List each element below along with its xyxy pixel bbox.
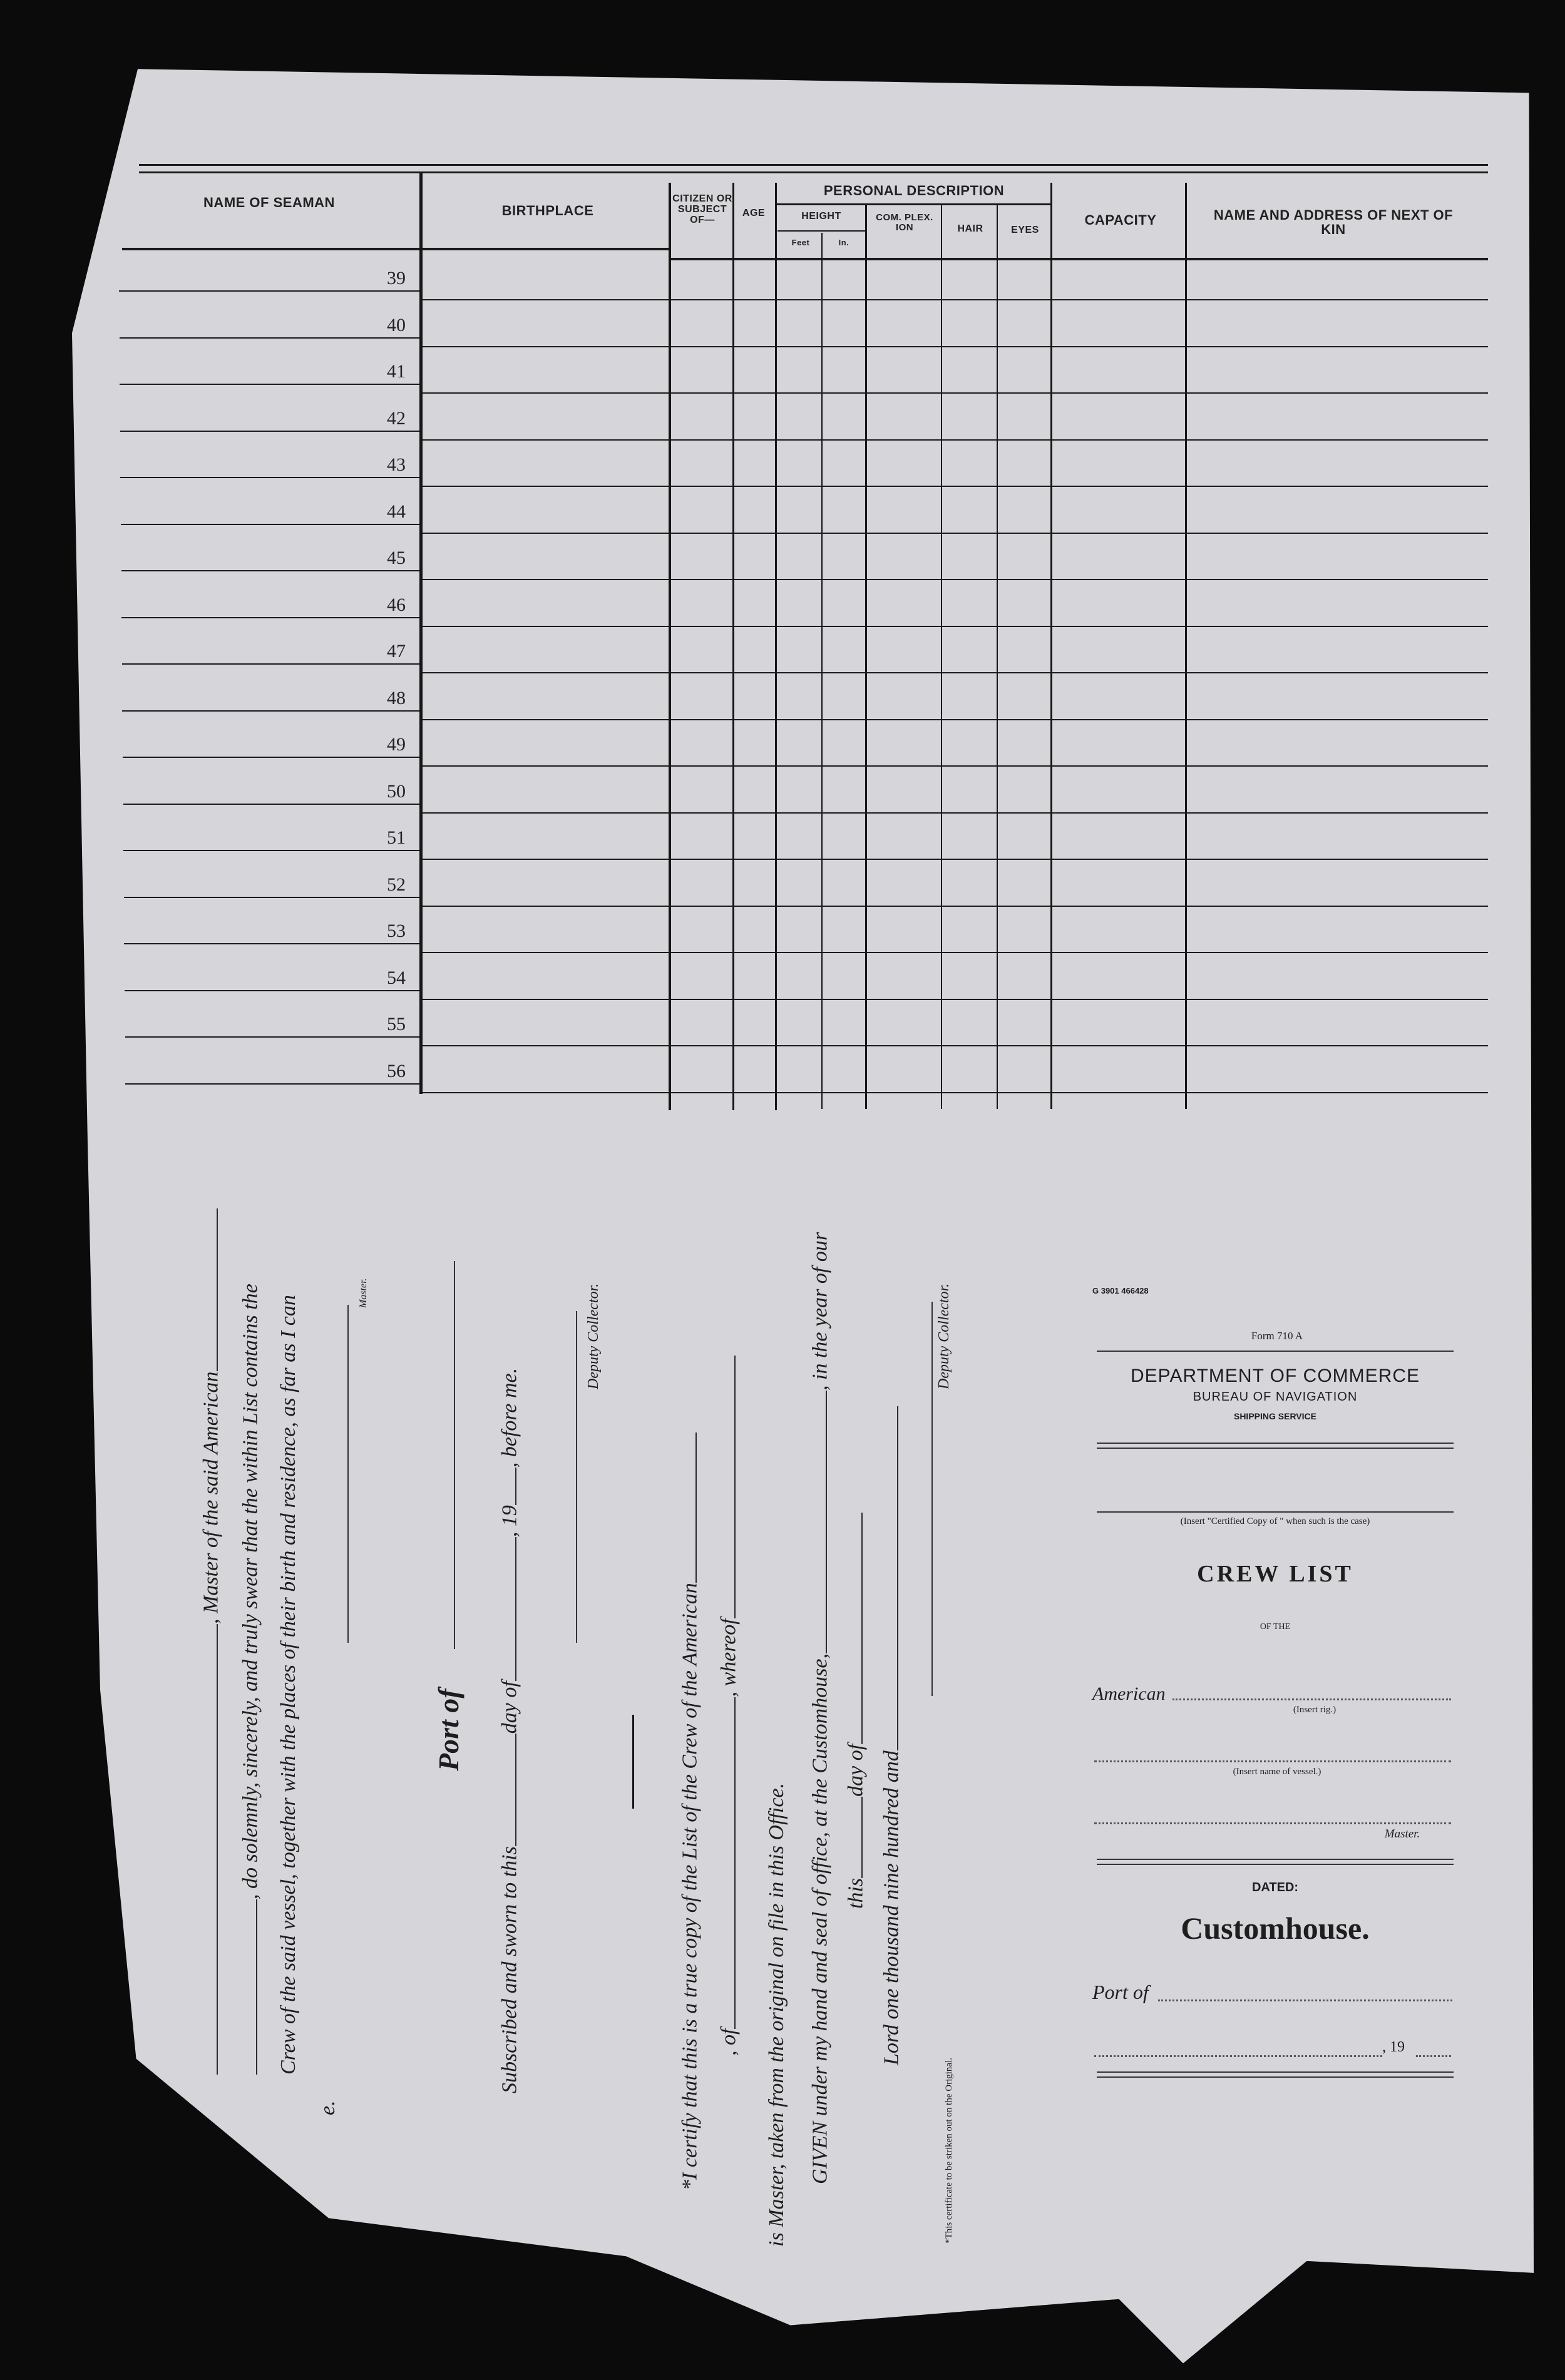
port-line <box>1158 2000 1452 2001</box>
row-rule-left <box>123 850 419 851</box>
header-age: AGE <box>742 208 766 218</box>
row-rule-left <box>121 617 419 618</box>
insert-rig-note: (Insert rig.) <box>1293 1705 1337 1715</box>
header-complexion: COM. PLEX. ION <box>876 212 933 233</box>
col-rule-4 <box>775 183 777 1110</box>
row-rule-left <box>121 570 419 571</box>
row-number: 47 <box>387 641 406 661</box>
insert-vessel-note: (Insert name of vessel.) <box>1233 1767 1321 1777</box>
certificate-line-1: *I certify that this is a true copy of the List of the Crew of the American <box>676 1433 702 2190</box>
row-rule-right <box>423 626 1488 627</box>
row-number: 42 <box>387 407 406 429</box>
dated-label: DATED: <box>1251 1881 1299 1894</box>
row-number: 56 <box>387 1060 406 1081</box>
deputy-collector-label-1: Deputy Collector. <box>585 1283 602 1389</box>
header-next-of-kin: NAME AND ADDRESS OF NEXT OF KIN <box>1213 207 1454 238</box>
insert-certified-note: (Insert "Certified Copy of " when such is the case) <box>1180 1516 1370 1526</box>
header-feet: Feet <box>791 238 810 247</box>
service-title: SHIPPING SERVICE <box>1233 1411 1316 1421</box>
row-rule-left <box>123 804 419 805</box>
height-rule <box>777 230 865 232</box>
master-label: Master. <box>358 1278 369 1308</box>
header-bottom-rule <box>122 248 670 250</box>
header-birthplace: BIRTHPLACE <box>501 203 594 218</box>
form-number: Form 710 A <box>1251 1330 1303 1342</box>
row-rule-left <box>120 337 419 339</box>
deputy-collector-label-2: Deputy Collector. <box>936 1283 952 1389</box>
header-capacity: CAPACITY <box>1084 212 1157 228</box>
row-rule-left <box>123 757 419 758</box>
cover-master-label: Master. <box>1384 1827 1420 1841</box>
row-rule-left <box>120 384 419 385</box>
of-the-label: OF THE <box>1260 1622 1291 1632</box>
deputy-signature-line-2 <box>931 1302 934 1696</box>
master-signature-line <box>347 1305 350 1643</box>
print-code: G 3901 466428 <box>1092 1286 1149 1295</box>
personal-description-rule <box>776 203 1050 205</box>
col-rule-9 <box>1050 183 1052 1109</box>
row-rule-left <box>119 290 419 292</box>
row-rule-right <box>423 1045 1488 1046</box>
deputy-signature-line-1 <box>576 1311 578 1643</box>
certificate-line-6: Lord one thousand nine hundred and <box>878 1406 904 2065</box>
row-number: 55 <box>387 1014 406 1034</box>
row-number: 49 <box>387 734 406 755</box>
row-rule-right <box>423 719 1488 720</box>
row-rule-left <box>120 477 419 478</box>
cover-rule-1 <box>1097 1351 1454 1352</box>
cover-year-label: , 19 <box>1382 2039 1405 2055</box>
header-hair: HAIR <box>957 223 983 234</box>
oath-port-of: Port of <box>433 1688 464 1771</box>
row-rule-right <box>423 906 1488 907</box>
row-rule-left <box>122 663 419 665</box>
row-number: 54 <box>387 967 406 988</box>
row-rule-left <box>125 1036 419 1038</box>
row-number: 45 <box>387 548 406 568</box>
row-number: 52 <box>387 874 406 895</box>
row-rule-right <box>423 952 1488 953</box>
table-top-rule-2 <box>139 171 1488 173</box>
row-number: 51 <box>387 827 406 848</box>
oath-line-3: Crew of the said vessel, together with the places of their birth and residence, as far as I can <box>277 1295 300 2075</box>
row-number: 50 <box>387 780 406 802</box>
row-rule-left <box>125 1083 419 1085</box>
row-rule-right <box>423 672 1488 673</box>
col-rule-7 <box>941 205 942 1109</box>
row-number: 40 <box>387 314 406 335</box>
col-rule-8 <box>997 205 998 1109</box>
row-rule-left <box>122 710 419 712</box>
certificate-footnote: *This certificate to be striken out on the Original. <box>944 2058 954 2244</box>
col-rule-1 <box>419 173 423 1094</box>
header-height: HEIGHT <box>801 211 841 222</box>
header-personal-description: PERSONAL DESCRIPTION <box>823 183 1005 198</box>
row-rule-right <box>423 346 1488 347</box>
col-rule-5 <box>821 233 823 1109</box>
cover-port-of-label: Port of <box>1092 1981 1149 2003</box>
cover-double-rule-2 <box>1097 1859 1454 1865</box>
row-rule-right <box>423 579 1488 580</box>
row-rule-left <box>121 524 419 525</box>
row-rule-left <box>120 431 419 432</box>
col-rule-3 <box>732 183 734 1110</box>
customhouse-label: Customhouse. <box>1181 1911 1370 1946</box>
certificate-line-5: thisday of <box>842 1513 868 1909</box>
row-rule-right <box>423 1092 1488 1093</box>
row-rule-right <box>423 486 1488 487</box>
row-rule-right <box>423 533 1488 534</box>
certificate-line-2: , of, whereof <box>715 1356 741 2056</box>
certificate-line-3: is Master, taken from the original on file in this Office. <box>765 1782 788 2247</box>
american-label: American <box>1092 1683 1166 1704</box>
row-rule-right <box>423 392 1488 394</box>
year-line <box>1416 2055 1451 2057</box>
cover-rule-2 <box>1097 1511 1454 1513</box>
row-rule-right <box>423 439 1488 441</box>
separator-rule <box>632 1715 634 1809</box>
row-rule-left <box>124 897 419 898</box>
header-inches: In. <box>838 238 849 247</box>
oath-line-4: e. <box>316 2100 339 2115</box>
port-of-line <box>454 1261 456 1649</box>
bureau-title: BUREAU OF NAVIGATION <box>1193 1390 1358 1404</box>
cover-double-rule-3 <box>1097 2071 1454 2078</box>
certificate-line-4: GIVEN under my hand and seal of office, at the Customhouse,, in the year of our <box>806 1232 833 2184</box>
cover-double-rule-1 <box>1097 1443 1454 1449</box>
oath-line-1: , Master of the said American <box>197 1208 223 2075</box>
row-rule-left <box>125 990 419 991</box>
master-line <box>1094 1822 1451 1824</box>
header-bottom-rule-right <box>670 258 1488 260</box>
department-title: DEPARTMENT OF COMMERCE <box>1130 1366 1420 1386</box>
col-rule-2 <box>669 183 671 1110</box>
row-number: 48 <box>387 687 406 708</box>
subscribed-line: Subscribed and sworn to thisday of, 19, before me. <box>496 1368 522 2093</box>
row-number: 39 <box>387 268 406 289</box>
row-rule-right <box>423 812 1488 814</box>
col-rule-10 <box>1185 183 1187 1109</box>
row-rule-right <box>423 765 1488 767</box>
row-rule-right <box>423 299 1488 300</box>
header-name-of-seaman: NAME OF SEAMAN <box>203 195 335 210</box>
crew-list-title: CREW LIST <box>1197 1561 1353 1587</box>
row-number: 44 <box>387 501 406 522</box>
row-rule-right <box>423 859 1488 860</box>
row-number: 46 <box>387 594 406 615</box>
row-rule-left <box>124 943 419 944</box>
date-line <box>1094 2055 1382 2057</box>
table-top-rule <box>139 164 1488 166</box>
vessel-line <box>1094 1760 1451 1762</box>
row-number: 41 <box>387 361 406 382</box>
row-number: 53 <box>387 921 406 941</box>
oath-line-2: , do solemnly, sincerely, and truly swear that the within List contains the <box>237 1284 263 2075</box>
header-eyes: EYES <box>1011 225 1039 235</box>
row-rule-right <box>423 999 1488 1000</box>
row-number: 43 <box>387 454 406 475</box>
rig-line <box>1172 1698 1451 1700</box>
col-rule-6 <box>865 205 867 1109</box>
header-citizen: CITIZEN OR SUBJECT OF— <box>672 193 732 225</box>
